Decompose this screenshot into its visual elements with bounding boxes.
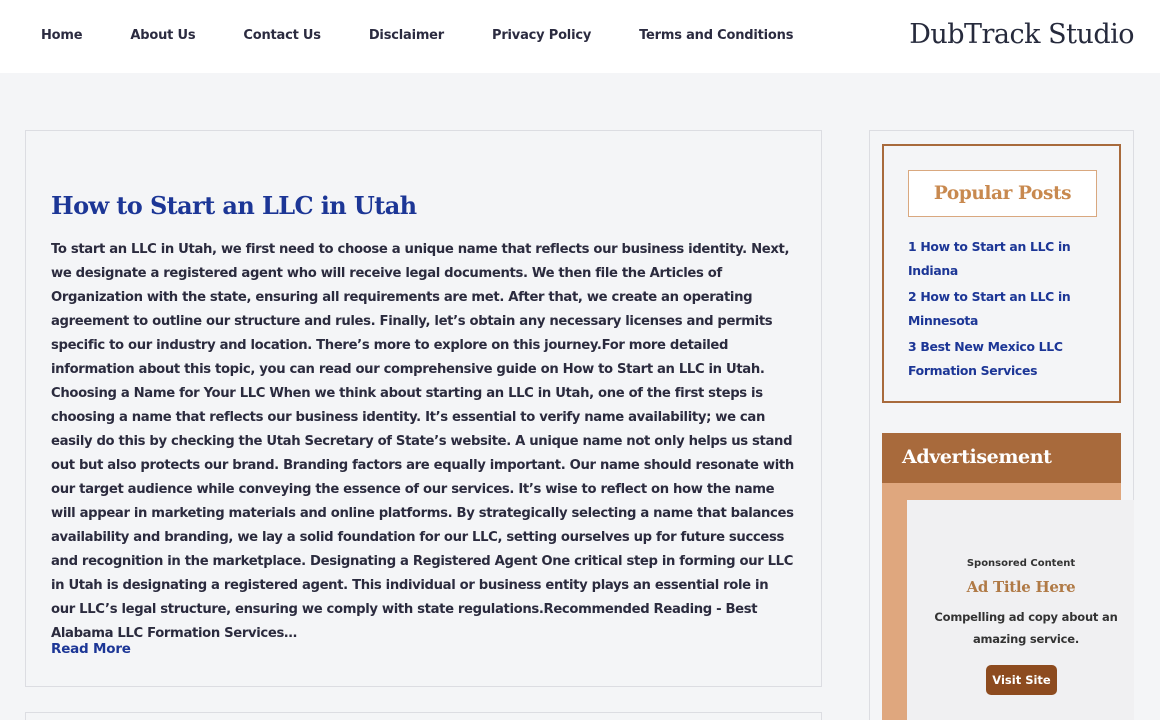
popular-post-item[interactable]: 1 How to Start an LLC in Indiana: [908, 239, 1071, 278]
post-title[interactable]: How to Start an LLC in Utah: [51, 191, 417, 220]
nav-contact-us[interactable]: Contact Us: [243, 28, 321, 43]
ad-sponsored-label: Sponsored Content: [966, 558, 1076, 569]
site-header: [0, 0, 1160, 73]
ad-copy: Compelling ad copy about an amazing service.: [934, 610, 1118, 646]
next-post-card: [25, 712, 822, 720]
visit-site-button[interactable]: Visit Site: [986, 665, 1057, 695]
post-excerpt: To start an LLC in Utah, we first need to choose a unique name that reflects our business identity. Next, we designate a registered agent who will receive legal documents. We then file the Articles of Organization with the state, ensuring all requirements are met. After that, we create an operating agreement to outline our structure and rules. Finally, let’s obtain any necessary licenses and permits specific to our industry and location. There’s more to explore on this journey.For more detailed information about this topic, you can read our comprehensive guide on How to Start an LLC in Utah. Choosing a Name for Your LLC When we think about starting an LLC in Utah, one of the first steps is choosing a name that reflects our business identity. It’s essential to verify name availability; we can easily do this by checking the Utah Secretary of State’s website. A unique name not only helps us stand out but also protects our brand. Branding factors are equally important. Our name should resonate with our target audience while conveying the essence of our services. It’s wise to reflect on how the name will appear in marketing materials and online platforms. By strategically selecting a name that balances availability and branding, we lay a solid foundation for our LLC, setting ourselves up for future success and recognition in the marketplace. Designating a Registered Agent One critical step in forming our LLC in Utah is designating a registered agent. This individual or business entity plays an essential role in our LLC’s legal structure, ensuring we comply with state regulations.Recommended Reading - Best Alabama LLC Formation Services…: [51, 242, 794, 641]
main-nav: [41, 27, 841, 45]
nav-terms-and-conditions[interactable]: Terms and Conditions: [639, 28, 794, 43]
read-more-link[interactable]: Read More: [51, 641, 131, 657]
post-card: [25, 130, 822, 687]
ad-title[interactable]: Ad Title Here: [966, 578, 1076, 596]
site-logo[interactable]: DubTrack Studio: [909, 19, 1134, 50]
sidebar: [869, 130, 1134, 720]
nav-disclaimer[interactable]: Disclaimer: [368, 28, 444, 43]
nav-about-us[interactable]: About Us: [130, 28, 196, 43]
popular-post-item[interactable]: 2 How to Start an LLC in Minnesota: [908, 289, 1071, 328]
ad-unit: [907, 500, 1134, 720]
popular-posts-title: Popular Posts: [908, 170, 1097, 217]
advertisement-title: Advertisement: [882, 433, 1121, 483]
nav-privacy-policy[interactable]: Privacy Policy: [492, 28, 592, 43]
popular-post-item[interactable]: 3 Best New Mexico LLC Formation Services: [908, 339, 1063, 378]
popular-posts-widget: [882, 144, 1121, 403]
nav-home[interactable]: Home: [41, 28, 83, 43]
popular-posts-list: [908, 235, 1108, 385]
advertisement-widget: [882, 433, 1121, 720]
